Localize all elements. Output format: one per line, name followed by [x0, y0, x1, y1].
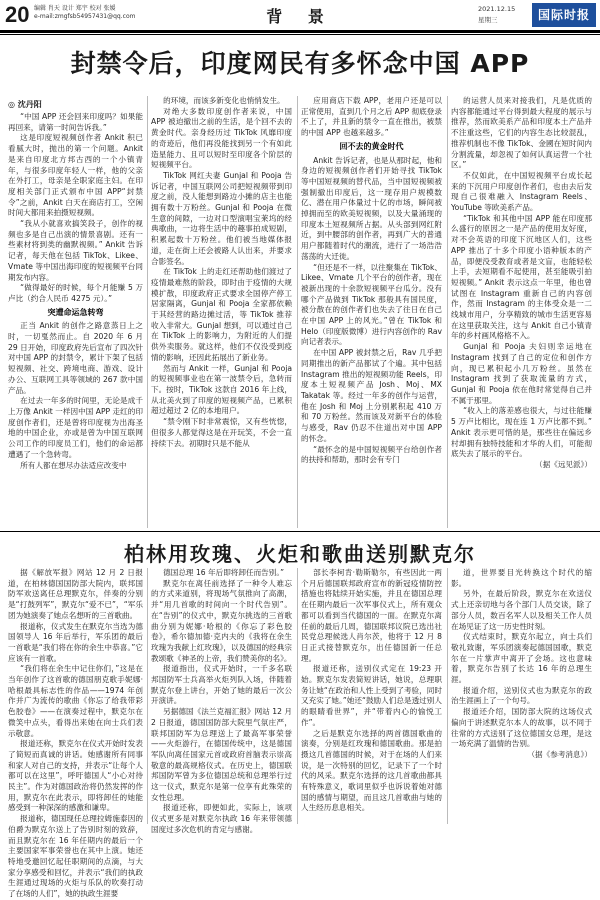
- paragraph: 在中国 APP 被封禁之后，Rav 几乎把同期推出的新产品都试了个遍。其中包括 Instagram 推出的短视频功能 Reels，印度本土短视频产品 Josh、Moj、MX Takatak 等。经过一年多的创作与运营，他在 Josh 和 Moj 上分别累积起 410 万和 70 万粉丝。然而该及对新平台的体验与感受，Rav 仍忍不住道出对中国 APP 的怀念。: [301, 348, 442, 443]
- paragraph: “收入上的落差感也很大，与过往能赚 5 万卢比相比，现在连 1 万卢比都不到。” Ankit 表示更可惜的是，那些往在偏远乡村却拥有独特技能和才华的人们，可能彻底失去了展示的平台。: [451, 406, 592, 459]
- paragraph: “但还是不一样，以往聚集在 TikTok、Likee、Vmate 几个平台的创作者，现在被新出现的十余款短视频平台瓜分。没有哪个产品做到 TikTok 那般具有国民度，被分散在的创作者们也失去了往日在自己在中国 APP 上的风光。”曾在 TikTok 和 Helo（印度版微博）进行内容创作的 Rav 向记者表示。: [301, 262, 442, 347]
- paragraph: “中国 APP 还会回来印度吗？如果能再回来，请第一时间告诉我。”: [8, 112, 143, 132]
- article2-col4-paras: [451, 568, 592, 750]
- paragraph: 在过去一年多的时间里，无论是成千上万像 Ankit 一样因中国 APP 走红的印度创作者们，还是曾将印度视为出海圣地的中国企业，亦或是曾为中国互联网公司工作的印度员工们，他们的命运都遭遇了一个急转弯。: [8, 396, 143, 459]
- column-divider: [147, 568, 148, 824]
- newspaper-logo: [532, 3, 596, 27]
- article1-subheading-1: 突遭命运急转弯: [47, 307, 104, 317]
- paragraph: 部长李柯肯·勒斯勒尔，有些因此一两个月后德国联邦政府宣布的新冠疫情防控措施也将陆续开始实施，并且在德国总理在任期内最后一次军事仪式上，所有观众都可以看到当代德国的一面。在默克尔离任前的最后几周，德国联邦议院已选出社民党总理候选人肖尔茨，他将于 12 月 8 日正式接替默克尔，出任德国新一任总理。: [301, 568, 442, 663]
- section-title: 背 景: [266, 7, 334, 26]
- article1-col3-paras: [301, 96, 442, 139]
- paragraph: 对绝大多数印度创作者来说，中国 APP 被迫撤出之前的生活，是个回不去的黄金时代。亲身经历过 TikTok 风靡印度的奇迹后，他们再没能找到另一个有如此造星能力、且可以短时至印度各个阶层的短视频平台。: [151, 106, 292, 170]
- paragraph: 道，世界要目光转换这个时代的缩影。: [451, 568, 592, 588]
- paragraph: TikTok 网红夫妻 Gunjal 和 Pooja 告诉记者，中国互联网公司把短视频带到印度之前，没人能想到路边小摊的店主也能拥有数十万粉丝。Gunjal 和 Pooja 在微生意的间隙，一边对口型演唱宝莱坞的经典歌曲，一边将生活中的趣事拍成短剧，积累起数十万粉丝。他们被当地媒体报道，走在街上还会被路人认出来，并要求合影签名。: [151, 170, 292, 266]
- paragraph: “TikTok 和其他中国 APP 能在印度那么盛行的原因之一是产品的使用友好度，对不会英语的印度下沉地区人们，这些 APP 推出了十多个印度小语种版本的产品，即便没受教育或者是文盲，也能轻松上手，去短期看不起使用，甚至能吸引拍短视频。” Ankit 表示这点一年里，他也曾试图在 Instagram 重新自己的内容创作，然而 Instagram 的主体受众是一二线城市用户，分享精致的城市生活更容易在这里获取关注，这与 Ankit 自己小镇青年的乡村画风格格不入。: [451, 213, 592, 341]
- issue-weekday: 星期三: [478, 16, 498, 24]
- article2-column-4: [451, 568, 592, 824]
- article1-column-1: [8, 112, 143, 527]
- article2-column-3: [301, 568, 442, 824]
- paragraph: 另据德国《法兰克福汇报》网站 12 月 2 日报道，德国国防部大院里气氛庄严，联邦国防军为总理送上了最高军事荣誉——火炬游行，在德国传统中，这是德国军队向离任国家元首或政府首脑表示崇高敬意的最高规格仪式。在历史上，德国联邦国防军曾为多位德国总统和总理举行过这一仪式，默克尔是第一位享有此殊荣的女性总理。: [151, 707, 292, 802]
- issue-date: 2021.12.15: [478, 5, 516, 13]
- article2-col2-paras: [151, 568, 292, 836]
- article1-subheading-2: 回不去的黄金时代: [339, 141, 404, 151]
- article2-col1-paras: [8, 568, 143, 900]
- paragraph: “我们将在余生中记住你们，”这是在当年创作了这首歌的德国朋克歌手妮娜·哈根最具标志性的作品——1974 年创作并广为流传的歌曲《你忘了给我带彩色胶卷》——在演奏过程中，默克尔在微笑中点头，看得出来她在向士兵们表示敬意。: [8, 664, 143, 738]
- header-rule: [0, 30, 600, 33]
- article1-col1-paras: [8, 112, 143, 305]
- paragraph: 仪式结束时，默克尔起立，向士兵们敬礼致谢，军乐团演奏起德国国歌，默克尔在一片掌声中离开了会场。这也意味着，默克尔告别了长达 16 年的总理生涯。: [451, 632, 592, 685]
- article1-headline: 封禁令后，印度网民有多怀念中国 APP: [70, 49, 530, 78]
- article1-credit: （据《远见派》）: [535, 459, 592, 469]
- paragraph: 的环境，而该多新变化也悄悄发生。: [163, 96, 285, 105]
- column-divider: [447, 568, 448, 824]
- paragraph: 德国总理 16 年后即将卸任而告别。”: [163, 568, 285, 577]
- paragraph: 报道还介绍，国防部大院的这场仪式偏向于讲述默克尔本人的故事，以不同于往常的方式送别了这位德国女总理，是这一场充满了温情的告别。: [451, 707, 592, 749]
- paragraph: “禁令刚下时非常震惊，又有些恍惚，但很多人都觉得这是在开玩笑，不会一直持续下去。初期时只是不能从: [151, 417, 292, 448]
- paragraph: 报道指出，仪式开始时，一千多名联邦国防军士兵高举火炬列队入场，伴随着默克尔登上讲台，开始了她的最后一次公开演讲。: [151, 664, 292, 706]
- column-divider: [297, 568, 298, 824]
- logo-text: 国际时报: [537, 8, 590, 22]
- article1-col2-paras: [151, 96, 292, 449]
- paragraph: 应用商店下载 APP，老用户还是可以正常使用，直到几个月之后 APP 彻底登录不上了，并且新的禁令一直在推出，被禁的中国 APP 也越来越多。”: [301, 96, 442, 138]
- paragraph: 报道还称，送别仪式定在 19:23 开始。默克尔发表简短讲话，她说，总理职务让她“在政治和人性上受到了考验，同时又充实了她。”她还“鼓励人们总是透过别人的眼睛看世界”，并“带着内心的愉悦工作”。: [301, 664, 442, 727]
- paragraph: “我从小就喜欢搞笑段子，创作的视频也多是自己出演的情景喜剧。还有一些素材将到类的幽默视频。” Ankit 告诉记者，每天他在包括 TikTok、Likee、Vmate 等中国出海印度的短视频平台同期发布内容。: [8, 219, 143, 282]
- column-divider: [297, 96, 298, 528]
- paragraph: 所有人都在想尽办法适应改变中: [20, 460, 127, 470]
- paragraph: 默克尔在离任前选择了一种令人难忘的方式来道别，将现场气氛推向了高潮，并“用几首歌的时间向一个时代告别”。在“告别”的仪式中，默克尔挑选的三首歌曲分别为妮娜·哈根的《你忘了彩色胶卷》，希尔德加德·克内夫的《我将在余生玫瑰为我献上红玫瑰》，以及德国的经典宗教颂歌《神圣的上帝，我们赞美你的名》。: [151, 578, 292, 663]
- paragraph: 据《解放军报》网站 12 月 2 日报道，在柏林德国国防部大院内，联邦国防军欢送离任总理默克尔，伴奏的分别是“打鼓列军”，默克尔“爱不已”，“军乐团为她演奏了她点名想听的三首歌曲。: [8, 568, 143, 620]
- paragraph: 报道还称，默克尔在仪式开始时发表了简短而真诚的讲话。她感谢所有同事和家人对自己的支持，并表示“让每个人都可以在这里”，呼吁德国人“小心对待民主”。作为对德国政治将仍然发挥的作用，默克尔在此表示，即将卸任的她能感受到一种深深的感激和谦卑。: [8, 739, 143, 813]
- article1-column-2: [151, 96, 292, 527]
- paragraph: 报道称，德国现任总理拉姆施泰因的伯爵为默克尔送上了告别时刻的致辞，而且默克尔在 16 年任期内的最后一个主要国家军事荣誉也在其中上演。她还特地受邀回忆起任职期间的点滴，与大家分享感受和回忆，并表示“我们的执政生涯通过现场的火炬与乐队的吹奏打动了在场的人们”，她的执政生涯要: [8, 814, 143, 899]
- editors-line: 编辑 肖天 设计 郑宇 校对 张媛: [34, 5, 116, 12]
- article1-col4-paras: [451, 96, 592, 460]
- paragraph: 报道称，仪式发生在默克尔当选为德国领导人 16 年后举行，军乐团的最后一首歌是“我们将在你的余生中恭喜。”它应该有一首歌。: [8, 621, 143, 663]
- article-separator: [0, 531, 600, 532]
- paragraph: “做得最好的时候，每个月能赚 5 万卢比（约合人民币 4275 元）。”: [8, 283, 143, 303]
- paragraph: 另外，在最后阶段，默克尔在欢送仪式上还亲切地与各个部门人员交谈，除了部分人员，数百名军人以及相关工作人员在场见证了这一历史性时刻。: [451, 589, 592, 631]
- column-divider: [447, 96, 448, 528]
- column-divider: [147, 96, 148, 528]
- page-header: [0, 0, 600, 30]
- paragraph: Gunjal 和 Pooja 夫妇则幸运地在 Instagram 找到了自己的定位和创作方向，现已累积起小几万粉丝。虽然在 Instagram 找到了获取流量的方式，Gunjal 和 Pooja 依在他时常觉得自己并不属于那里。: [451, 342, 592, 405]
- paragraph: 这是印度短视频创作者 Ankit 积已看腻大时，抛出的第一个问题。Ankit 是来自印度北方邦古西的一个小镇青年，与很多印度年轻人一样，他的父亲在外打工，母亲是全职家庭主妇。在印度相关部门正式颁布中国 APP“封禁令”之前，Ankit 白天在商店打工，空闲时间大都用来拍摄短视频。: [8, 133, 143, 218]
- paragraph: 在 TikTok 上的走红还帮助他们渡过了疫情最难熬的阶段，即时由于疫情的大规模扩散，印度政府正式要求全国停产停工居家隔离，Gunjal 和 Pooja 全家都依赖于其经营的路边摊过活，等 TikTok 推荐收入非常大。Gunjal 想到，可以通过自己在 TikTok 上的影响力，为附近的人们提供外卖服务。就这样，他们不仅没受到疫情的影响，还因此拓展出了新业务。: [151, 267, 292, 362]
- paragraph: 不仅如此，在中国短视频平台成长起来的下沉用户印度创作者们，也由去后发现自己很难融入 Instagram Reels、YouTube 等欧美系产品。: [451, 170, 592, 213]
- paragraph: 然而与 Ankit 一样，Gunjal 和 Pooja 的短视频事业也在第一波禁令后，急转而下。按时，TikTok 这款自 2016 年上线，从北美火到了印度的短视频产品，已累积超过超过 2 亿的本地用户。: [151, 363, 292, 416]
- header-rule-thin: [0, 34, 600, 35]
- article2-column-1: [8, 568, 143, 899]
- article1-column-3: [301, 96, 442, 527]
- paragraph: “最怀念的是中国短视频平台给创作者的扶持和帮助，那时会有专门: [301, 444, 442, 465]
- paragraph: 之后是默克尔选择的两首德国歌曲的演奏，分别是红玫瑰和德国歌曲。那是拍摄这几首德国的时候，对于在场的人们来说，是一次特别的回忆，记录下了一个时代的风采。默克尔选择的这几首歌曲都具有特殊意义，歌词里似乎也诉说着她对德国的感情与期望，而且这几首歌曲与她的人生经历息息相关。: [301, 728, 442, 813]
- article1-col1-after: [8, 321, 143, 471]
- paragraph: 正当 Ankit 的创作之路意蒸日上之时，一切戛然而止。自 2020 年 6 月 29 日开始，印度政府先后宣布了四次针对中国 APP 的封禁令，累计下架了包括短视频、社交、跨境电商、游戏、设计办公、互联网工具等领域的 267 款中国产品。: [8, 321, 143, 395]
- article2-col3-paras: [301, 568, 442, 814]
- paragraph: 报道介绍，送别仪式也为默克尔的政治生涯画上了一个句号。: [451, 685, 592, 706]
- email-line: e-mail:zmgfsb54957431@qq.com: [34, 13, 136, 20]
- article2-credit: （据《参考消息》）: [527, 749, 592, 759]
- paragraph: Ankit 告诉记者，也是从那时起，他和身边的短视频创作者们开始寻找 TikTok 等中国短视频的替代品，当中国短视频被强制撤出印度后，这一现存用户规模数亿、潜在用户体量过十亿的市场，瞬间被掉拥而至的欧美短视频，以及大量涌现的印度本土短视频所占据。从头部到网红附近，到中腰部的创作者，再到广大的普通用户都随着时代的潮流，进行了一场浩浩荡荡的大迁徙。: [301, 155, 442, 261]
- article1-column-4: [451, 96, 592, 527]
- article2-headline: 柏林用玫瑰、火炬和歌曲送别默克尔: [124, 542, 476, 566]
- page-number: 20: [5, 2, 30, 27]
- paragraph: 报道还称，即便如此，实际上，该项仪式更多是对默克尔执政 16 年来带领德国度过多次危机的肯定与感谢。: [151, 803, 292, 834]
- article1-col3-after: [301, 156, 442, 466]
- paragraph: 的运营人员来对接我们，凡是优质的内容都能通过平台得到最大程度的展示与推荐，然而欧美系产品和印度本土产品并不注重这些，它们的内容生态比较混乱，推荐机制也不像 TikTok、金國在短时间内分割流量，却忽视了如何认真运营一个社区。”: [451, 96, 592, 170]
- article2-column-2: [151, 568, 292, 834]
- article1-author: ◎ 沈丹阳: [8, 100, 42, 109]
